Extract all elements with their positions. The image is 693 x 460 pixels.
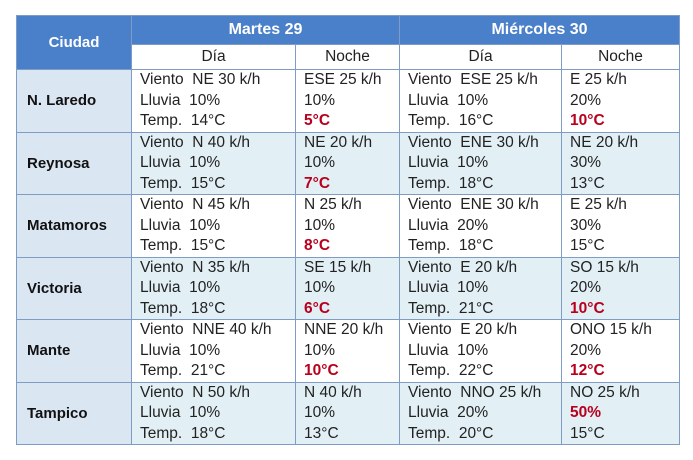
temp-value: Temp. 18°C: [408, 237, 494, 254]
wednesday-day-forecast-cell: [400, 257, 562, 320]
tuesday-day-forecast-cell: [132, 132, 296, 195]
wednesday-night-forecast-cell: [562, 132, 680, 195]
temp-value: 15°C: [570, 424, 605, 442]
wind-value: Viento N 45 k/h: [140, 196, 251, 213]
wind-value: Viento E 20 k/h: [408, 321, 518, 338]
rain-value: 20%: [570, 91, 602, 109]
tuesday-night-forecast-cell: [296, 257, 400, 320]
city-name: Mante: [17, 320, 132, 383]
rain-value: Lluvia 20%: [408, 216, 489, 234]
wind-value: Viento E 20 k/h: [408, 258, 518, 276]
wind-value: E 25 k/h: [570, 196, 627, 213]
wind-value: Viento NE 30 k/h: [140, 71, 261, 88]
wind-value: ONO 15 k/h: [570, 321, 652, 338]
tuesday-night-forecast-cell: [296, 382, 400, 445]
tuesday-day-forecast-cell: [132, 320, 296, 383]
table-row: [17, 70, 680, 133]
wednesday-day-forecast-cell: [400, 320, 562, 383]
temp-value: 10°C: [570, 299, 605, 317]
wind-value: SE 15 k/h: [304, 258, 372, 276]
rain-value: Lluvia 10%: [140, 216, 221, 234]
day-header-wednesday: Miércoles 30: [400, 16, 680, 45]
wind-value: N 40 k/h: [304, 383, 362, 401]
wednesday-day-forecast-cell: [400, 132, 562, 195]
temp-value: 15°C: [570, 237, 605, 254]
wind-value: NE 20 k/h: [570, 133, 639, 151]
temp-value: 10°C: [570, 112, 605, 129]
forecast-table-container: [16, 15, 680, 445]
rain-value: Lluvia 20%: [408, 404, 489, 421]
temp-value: 6°C: [304, 299, 331, 317]
wednesday-night-header: Noche: [562, 45, 680, 70]
rain-value: 20%: [570, 279, 602, 296]
wind-value: SO 15 k/h: [570, 258, 639, 276]
city-name: Matamoros: [17, 195, 132, 258]
rain-value: 10%: [304, 154, 336, 171]
temp-value: 7°C: [304, 174, 331, 192]
tuesday-day-header: Día: [132, 45, 296, 70]
wind-value: Viento ENE 30 k/h: [408, 196, 539, 213]
rain-value: 30%: [570, 216, 602, 234]
wednesday-day-forecast-cell: [400, 195, 562, 258]
tuesday-day-forecast-cell: [132, 70, 296, 133]
temp-value: Temp. 21°C: [408, 299, 494, 317]
city-name: Tampico: [17, 382, 132, 445]
wind-value: N 25 k/h: [304, 196, 362, 213]
wind-value: Viento N 50 k/h: [140, 383, 251, 401]
wind-value: Viento ESE 25 k/h: [408, 71, 538, 88]
header-row-days: [17, 16, 680, 45]
rain-value: 10%: [304, 216, 336, 234]
rain-value: Lluvia 10%: [408, 341, 489, 359]
rain-value: Lluvia 10%: [140, 404, 221, 421]
day-header-tuesday: Martes 29: [132, 16, 400, 45]
rain-value: Lluvia 10%: [408, 154, 489, 171]
rain-value: Lluvia 10%: [140, 279, 221, 296]
city-column-header: Ciudad: [17, 16, 132, 70]
rain-value: 10%: [304, 404, 336, 421]
temp-value: 8°C: [304, 237, 331, 254]
wind-value: E 25 k/h: [570, 71, 627, 88]
tuesday-night-header: Noche: [296, 45, 400, 70]
table-row: [17, 195, 680, 258]
wind-value: NNE 20 k/h: [304, 321, 384, 338]
wind-value: Viento N 40 k/h: [140, 133, 251, 151]
tuesday-night-forecast-cell: [296, 132, 400, 195]
wednesday-day-header: Día: [400, 45, 562, 70]
city-name: N. Laredo: [17, 70, 132, 133]
wednesday-day-forecast-cell: [400, 382, 562, 445]
rain-value: Lluvia 10%: [140, 154, 221, 171]
wednesday-night-forecast-cell: [562, 70, 680, 133]
wednesday-night-forecast-cell: [562, 382, 680, 445]
temp-value: Temp. 16°C: [408, 112, 494, 129]
tuesday-night-forecast-cell: [296, 70, 400, 133]
temp-value: 13°C: [570, 174, 605, 192]
wind-value: Viento ENE 30 k/h: [408, 133, 539, 151]
rain-value: Lluvia 10%: [140, 341, 221, 359]
wednesday-day-forecast-cell: [400, 70, 562, 133]
table-row: [17, 382, 680, 445]
wind-value: NE 20 k/h: [304, 133, 373, 151]
wind-value: Viento N 35 k/h: [140, 258, 251, 276]
tuesday-day-forecast-cell: [132, 257, 296, 320]
temp-value: Temp. 15°C: [140, 237, 226, 254]
table-row: [17, 257, 680, 320]
temp-value: Temp. 21°C: [140, 362, 226, 379]
table-row: [17, 320, 680, 383]
city-name: Victoria: [17, 257, 132, 320]
wednesday-night-forecast-cell: [562, 320, 680, 383]
wednesday-night-forecast-cell: [562, 195, 680, 258]
table-row: [17, 132, 680, 195]
temp-value: 12°C: [570, 362, 605, 379]
wind-value: ESE 25 k/h: [304, 71, 382, 88]
temp-value: 13°C: [304, 424, 339, 442]
temp-value: Temp. 15°C: [140, 174, 226, 192]
rain-value: 50%: [570, 404, 602, 421]
tuesday-night-forecast-cell: [296, 195, 400, 258]
wind-value: Viento NNE 40 k/h: [140, 321, 272, 338]
temp-value: 5°C: [304, 112, 331, 129]
temp-value: Temp. 18°C: [140, 424, 226, 442]
temp-value: Temp. 18°C: [140, 299, 226, 317]
weather-forecast-table: [16, 15, 680, 445]
temp-value: Temp. 14°C: [140, 112, 226, 129]
rain-value: Lluvia 10%: [408, 279, 489, 296]
city-name: Reynosa: [17, 132, 132, 195]
temp-value: Temp. 22°C: [408, 362, 494, 379]
temp-value: Temp. 18°C: [408, 174, 494, 192]
wind-value: Viento NNO 25 k/h: [408, 383, 542, 401]
wednesday-night-forecast-cell: [562, 257, 680, 320]
forecast-rows: [17, 70, 680, 445]
wind-value: NO 25 k/h: [570, 383, 640, 401]
rain-value: 20%: [570, 341, 602, 359]
temp-value: 10°C: [304, 362, 339, 379]
rain-value: 10%: [304, 341, 336, 359]
temp-value: Temp. 20°C: [408, 424, 494, 442]
tuesday-night-forecast-cell: [296, 320, 400, 383]
tuesday-day-forecast-cell: [132, 195, 296, 258]
rain-value: 10%: [304, 279, 336, 296]
rain-value: 30%: [570, 154, 602, 171]
rain-value: Lluvia 10%: [408, 91, 489, 109]
tuesday-day-forecast-cell: [132, 382, 296, 445]
rain-value: 10%: [304, 91, 336, 109]
rain-value: Lluvia 10%: [140, 91, 221, 109]
